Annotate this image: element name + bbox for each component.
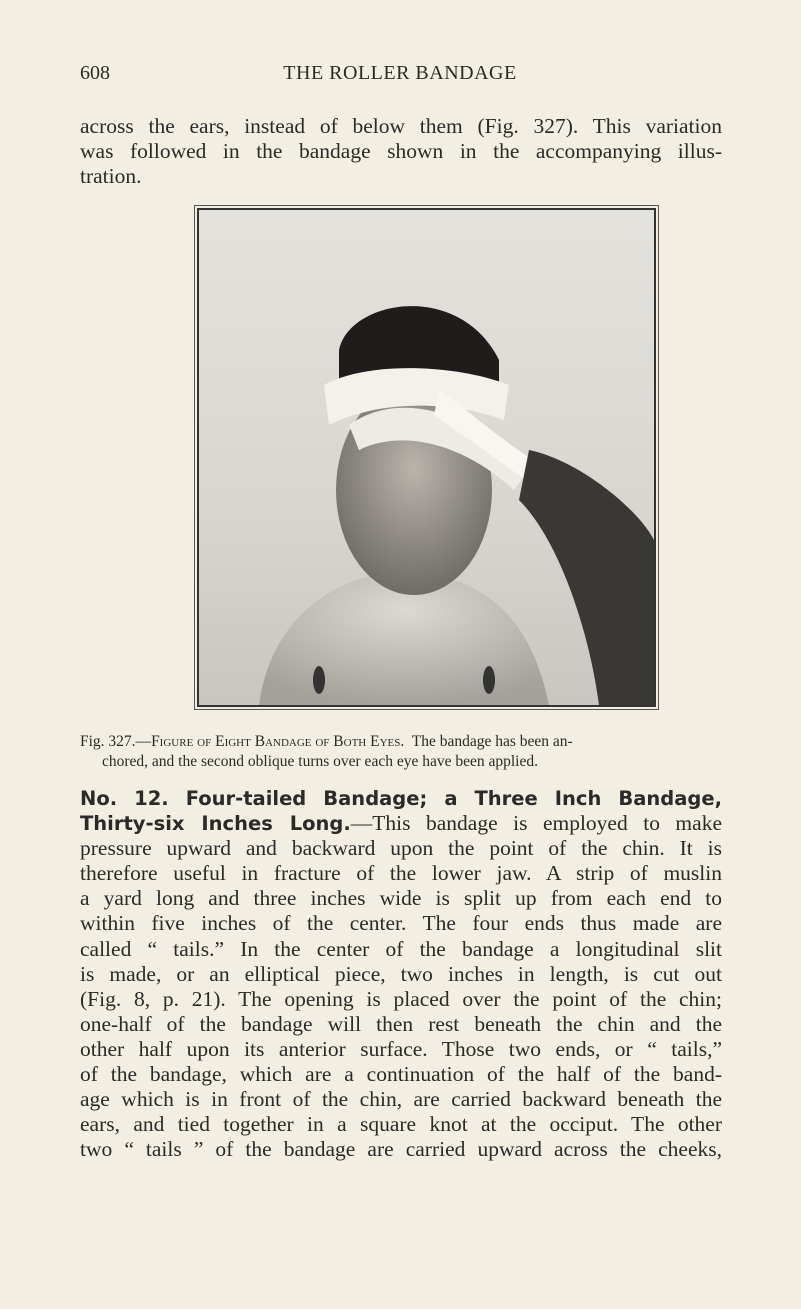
heading-text: Thirty-six Inches Long. xyxy=(80,812,351,835)
caption-line: chored, and the second oblique turns over each eye have been applied. xyxy=(102,753,538,770)
text-line xyxy=(80,811,722,836)
text-line: is made, or an elliptical piece, two inches in length, is cut out xyxy=(80,962,722,986)
text-line: of the bandage, which are a continuation of the half of the band- xyxy=(80,1062,722,1086)
heading-text: No. 12. Four-tailed Bandage; a Three Inch Bandage, xyxy=(80,787,722,810)
page-number: 608 xyxy=(80,62,110,84)
text-line: a yard long and three inches wide is split up from each end to xyxy=(80,886,722,910)
text-line: tration. xyxy=(80,164,142,188)
figure-photograph xyxy=(197,208,656,707)
figure-caption: Fig. 327.—Figure of Eight Bandage of Both Eyes. The bandage has been an- xyxy=(80,733,573,750)
text-line: other half upon its anterior surface. Those two ends, or “ tails,” xyxy=(80,1037,722,1061)
text-line: called “ tails.” In the center of the bandage a longitudinal slit xyxy=(80,937,722,961)
text-line: therefore useful in fracture of the lower jaw. A strip of muslin xyxy=(80,861,722,885)
text-line: pressure upward and backward upon the point of the chin. It is xyxy=(80,836,722,860)
text-line: within five inches of the center. The four ends thus made are xyxy=(80,911,722,935)
text-line: (Fig. 8, p. 21). The opening is placed over the point of the chin; xyxy=(80,987,722,1011)
body-text: —This bandage is employed to make xyxy=(350,811,722,835)
caption-text: The bandage has been an- xyxy=(411,733,573,750)
text-line: was followed in the bandage shown in the accompanying illus- xyxy=(80,139,722,163)
running-title: THE ROLLER BANDAGE xyxy=(283,62,517,84)
text-line: across the ears, instead of below them (Fig. 327). This variation xyxy=(80,114,722,138)
text-line: one-half of the bandage will then rest beneath the chin and the xyxy=(80,1012,722,1036)
text-line: age which is in front of the chin, are carried backward beneath the xyxy=(80,1087,722,1111)
text-line: two “ tails ” of the bandage are carried upward across the cheeks, xyxy=(80,1137,722,1161)
section-heading xyxy=(80,786,722,811)
bandaged-child-photo xyxy=(199,210,654,705)
figure-title: Figure of Eight Bandage of Both Eyes. xyxy=(151,733,405,750)
text-line: ears, and tied together in a square knot at the occiput. The other xyxy=(80,1112,722,1136)
figure-label: Fig. 327. xyxy=(80,733,136,750)
